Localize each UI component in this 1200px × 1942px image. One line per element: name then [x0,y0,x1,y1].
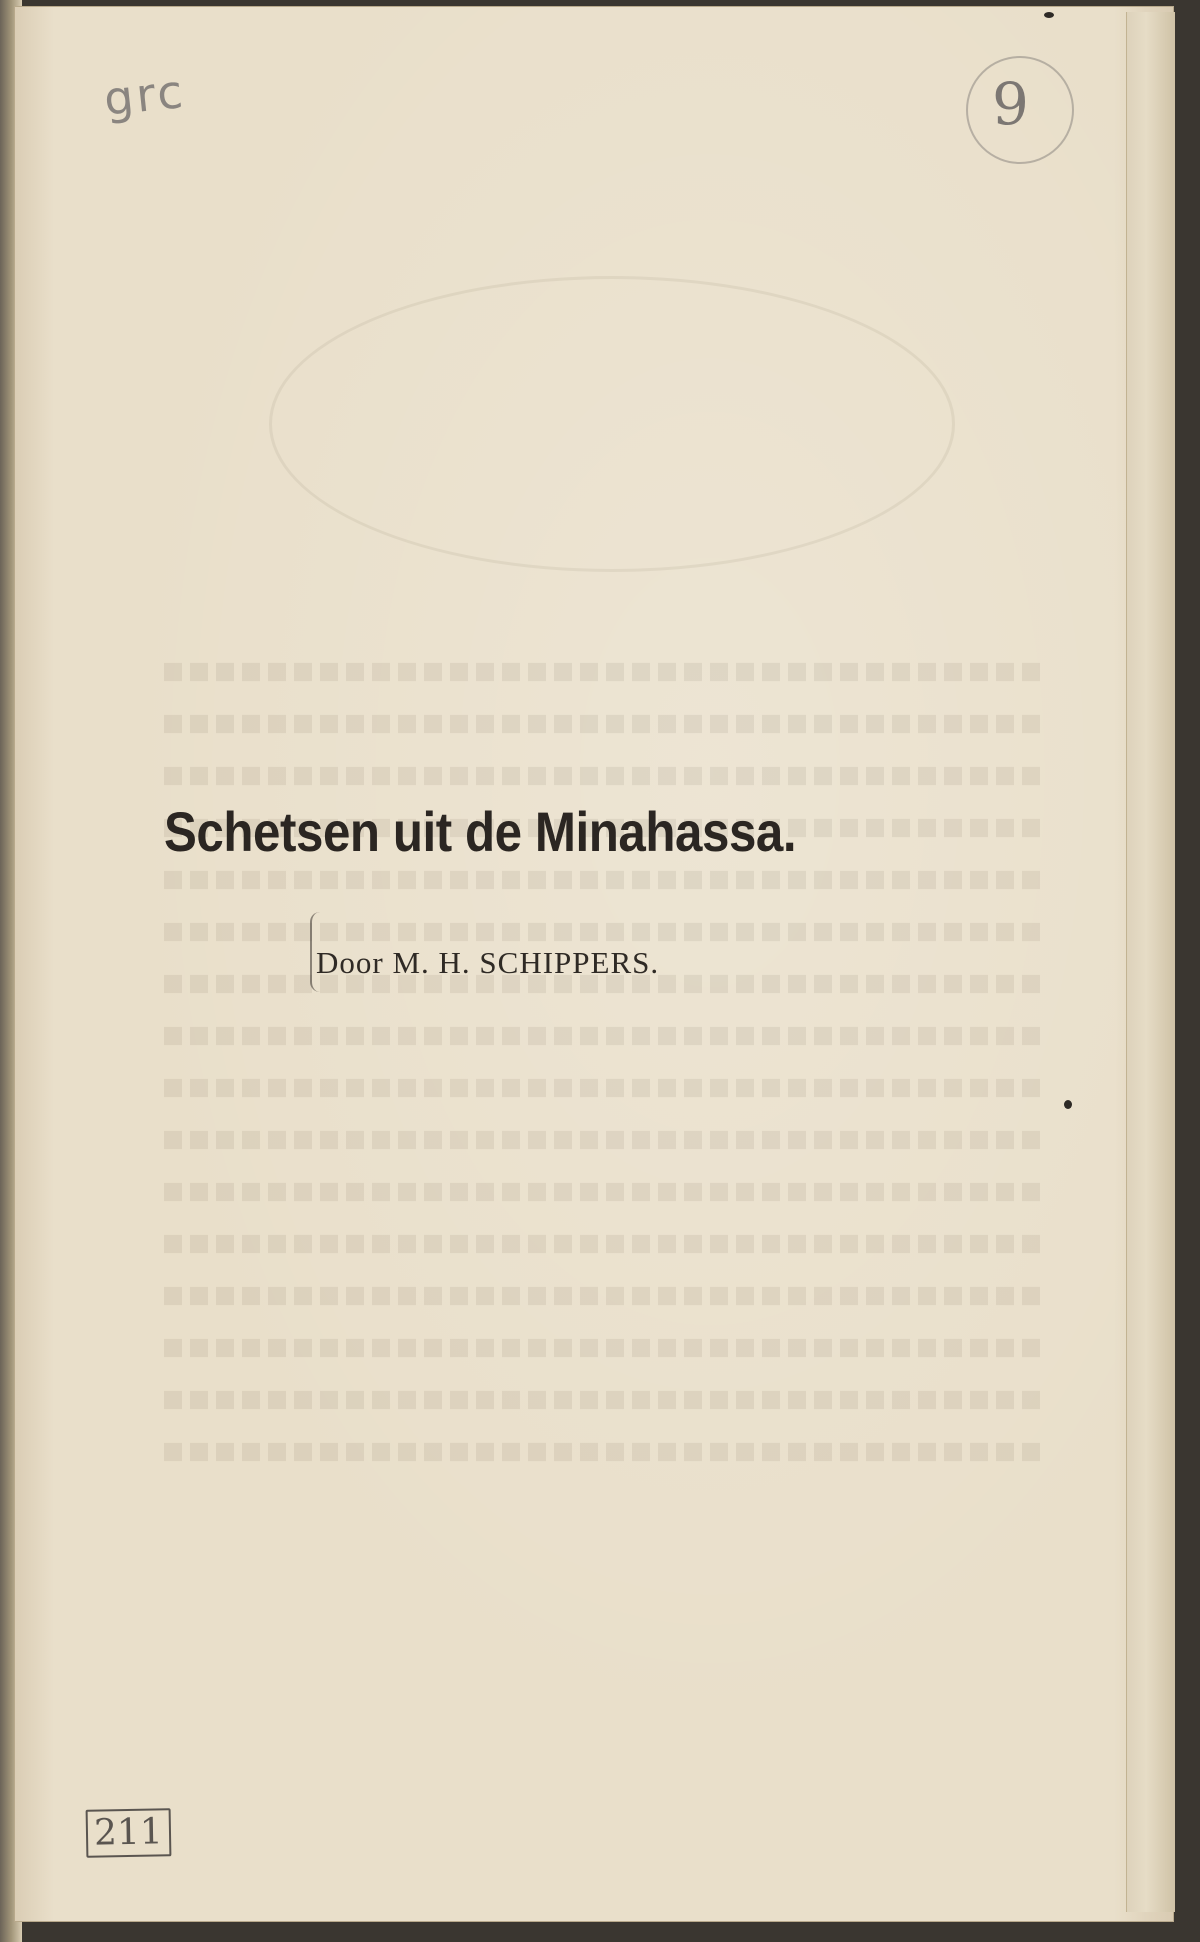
page-fore-edge [1126,12,1175,1912]
ink-speck [1044,12,1054,18]
pencil-page-number: 9 [992,70,1029,138]
show-through-text [164,646,1044,1478]
shelf-mark: 211 [86,1808,172,1857]
show-through-stamp [269,276,955,572]
ink-speck [1064,1100,1072,1109]
title-page [14,6,1174,1922]
pencil-note-grc: grc [101,63,189,127]
page-title: Schetsen uit de Minahassa. [164,800,797,863]
author-line: Door M. H. SCHIPPERS. [316,945,660,980]
